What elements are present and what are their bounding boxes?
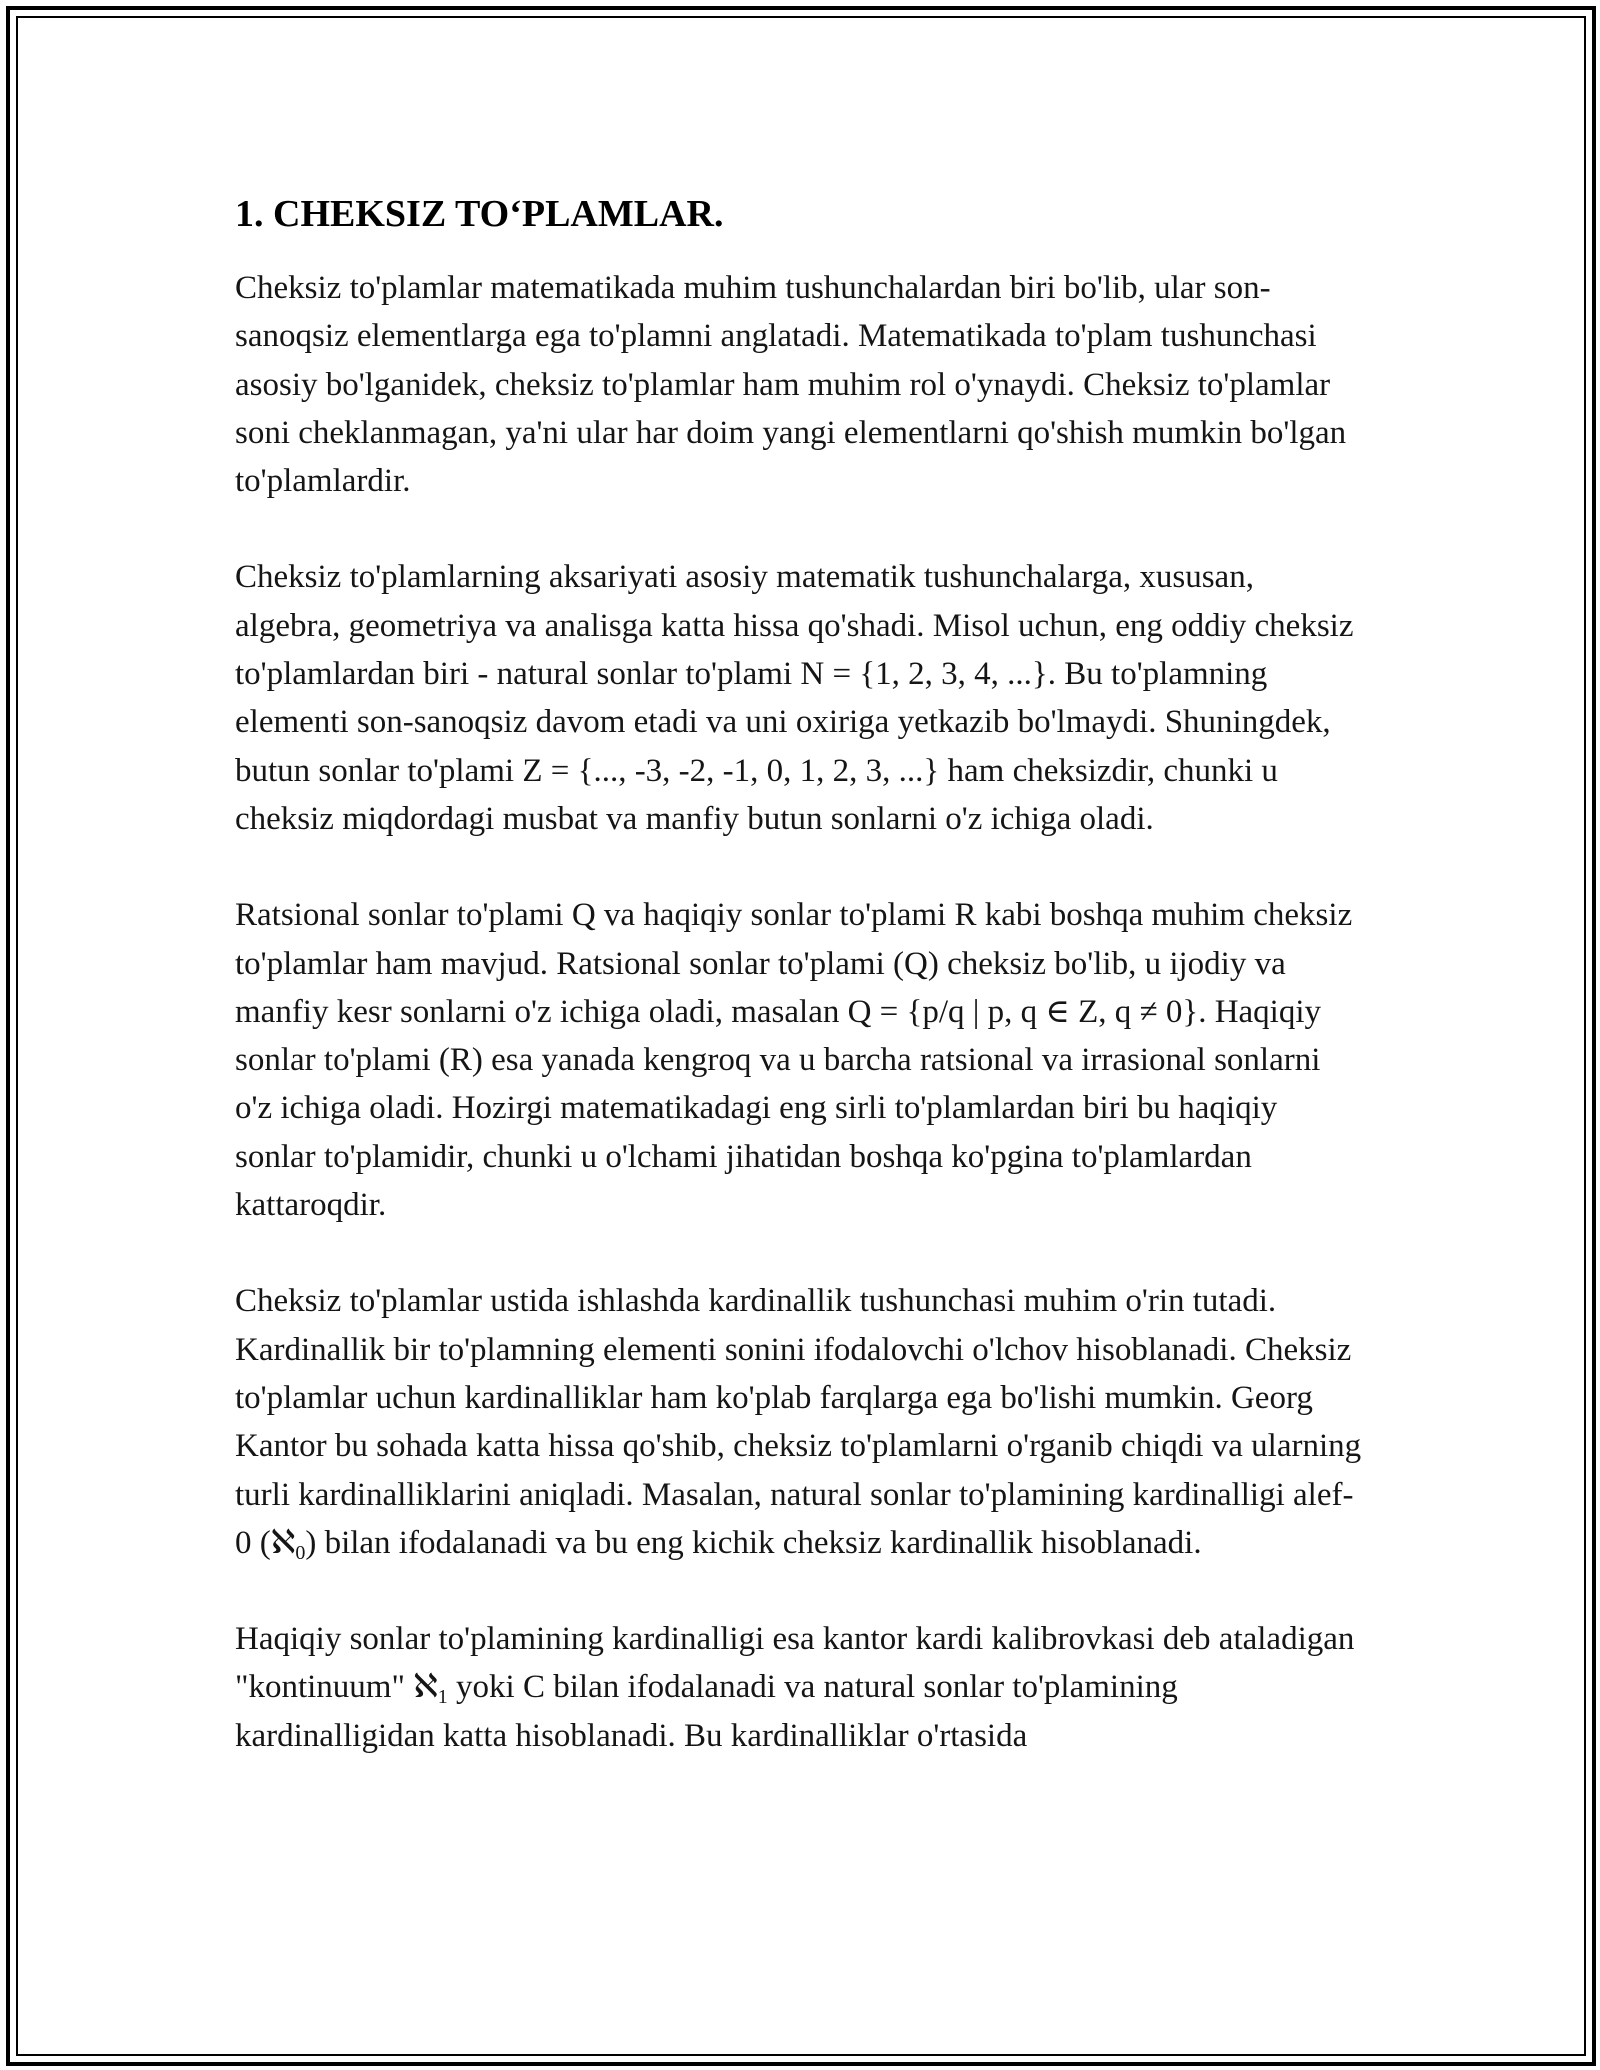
aleph-subscript-1: 1 (437, 1686, 448, 1709)
paragraph-1: Cheksiz to'plamlar matematikada muhim tushunchalardan biri bo'lib, ular son-sanoqsiz elementlarga ega to'plamni anglatadi. Matematikada to'plam tushunchasi asosiy bo'lganidek, cheksiz to'plamlar ham muhim rol o'ynaydi. Cheksiz to'plamlar soni cheklanmagan, ya'ni ular har doim yangi elementlarni qo'shish mumkin bo'lgan to'plamlardir. (235, 270, 1347, 500)
paragraph-5-text-b: yoki C bilan ifodalanadi va natural sonlar to'plamining kardinalligidan katta hisoblanadi. Bu kardinalliklar o'rtasida (235, 1669, 1178, 1754)
document-page (235, 190, 1365, 1808)
paragraph-4-text-b: ) bilan ifodalanadi va bu eng kichik cheksiz kardinallik hisoblanadi. (305, 1524, 1202, 1561)
paragraph-5 (235, 1615, 1365, 1760)
paragraph-2: Cheksiz to'plamlarning aksariyati asosiy matematik tushunchalarga, xususan, algebra, geometriya va analisga katta hissa qo'shadi. Misol uchun, eng oddiy cheksiz to'plamlardan biri - natural sonlar to'plami N = {1, 2, 3, 4, ...}. Bu to'plamning elementi son-sanoqsiz davom etadi va uni oxiriga yetkazib bo'lmaydi. Shuningdek, butun sonlar to'plami Z = {..., -3, -2, -1, 0, 1, 2, 3, ...} ham cheksizdir, chunki u cheksiz miqdordagi musbat va manfiy butun sonlarni o'z ichiga oladi. (235, 559, 1354, 837)
section-heading: 1. CHEKSIZ TO‘PLAMLAR. (235, 193, 724, 235)
paragraph-3: Ratsional sonlar to'plami Q va haqiqiy sonlar to'plami R kabi boshqa muhim cheksiz to'plamlar ham mavjud. Ratsional sonlar to'plami (Q) cheksiz bo'lib, u ijodiy va manfiy kesr sonlarni o'z ichiga oladi, masalan Q = {p/q | p, q ∈ Z, q ≠ 0}. Haqiqiy sonlar to'plami (R) esa yanada kengroq va u barcha ratsional va irrasional sonlarni o'z ichiga oladi. Hozirgi matematikadagi eng sirli to'plamlardan biri bu haqiqiy sonlar to'plamidir, chunki u o'lchami jihatidan boshqa ko'pgina to'plamlardan kattaroqdir. (235, 897, 1353, 1224)
aleph-subscript-0: 0 (295, 1541, 306, 1564)
paragraph-5-text-a: Haqiqiy sonlar to'plamining kardinalligi esa kantor kardi kalibrovkasi deb ataladigan "kontinuum" ℵ (235, 1621, 1355, 1706)
paragraph-4 (235, 1277, 1365, 1567)
paragraph-4-text-a: Cheksiz to'plamlar ustida ishlashda kardinallik tushunchasi muhim o'rin tutadi. Kardinallik bir to'plamning elementi sonini ifodalovchi o'lchov hisoblanadi. Cheksiz to'plamlar uchun kardinalliklar ham ko'plab farqlarga ega bo'lishi mumkin. Georg Kantor bu sohada katta hissa qo'shib, cheksiz to'plamlarni o'rganib chiqdi va ularning turli kardinalliklarini aniqladi. Masalan, natural sonlar to'plamining kardinalligi alef-0 (ℵ (235, 1283, 1362, 1561)
